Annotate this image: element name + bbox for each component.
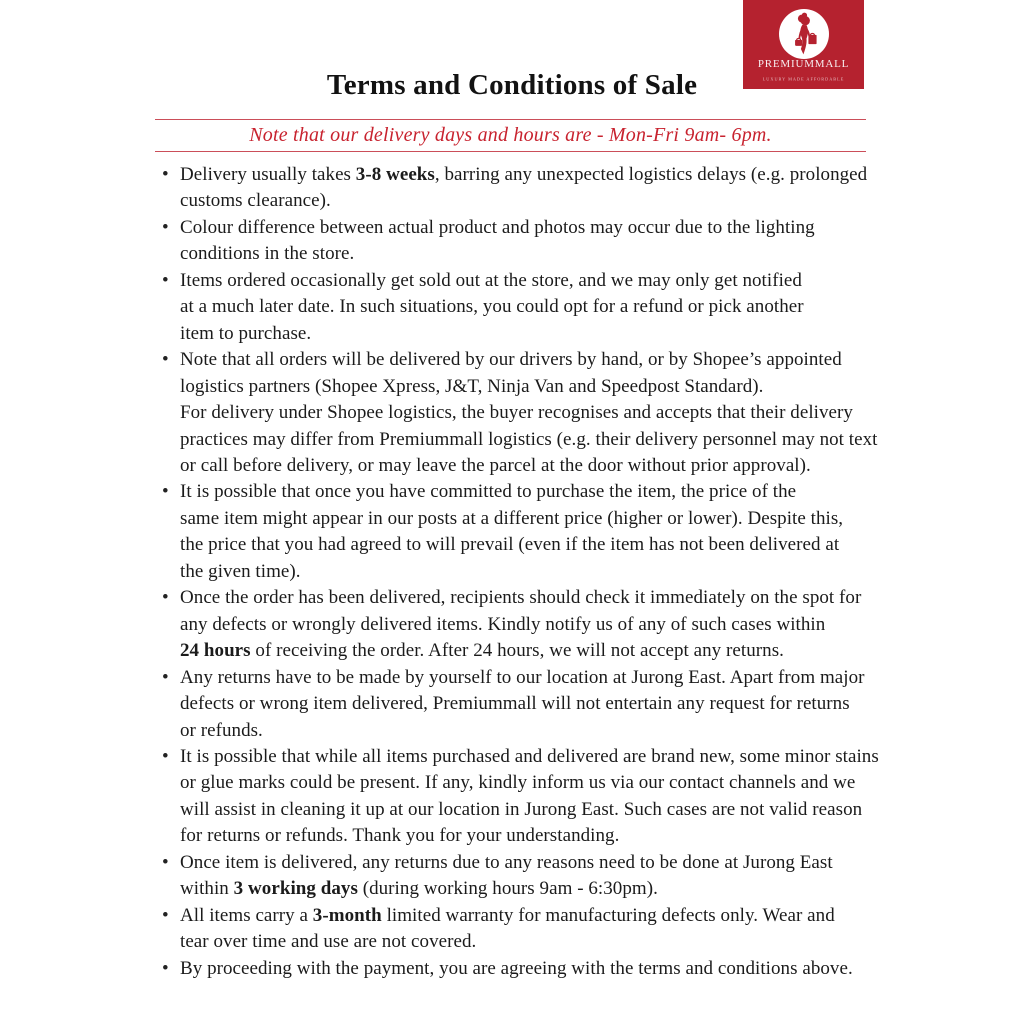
delivery-notice-text: Note that our delivery days and hours are - Mon-Fri 9am- 6pm. bbox=[249, 124, 772, 146]
term-line: Items ordered occasionally get sold out at the store, and we may only get notified bbox=[180, 269, 802, 291]
term-line: logistics partners (Shopee Xpress, J&T, Ninja Van and Speedpost Standard). bbox=[180, 375, 764, 397]
term-line: For delivery under Shopee logistics, the buyer recognises and accepts that their delivery bbox=[180, 402, 853, 424]
logo-circle bbox=[779, 9, 829, 59]
term-line: Note that all orders will be delivered by our drivers by hand, or by Shopee’s appointed bbox=[180, 349, 842, 371]
bullet-icon: • bbox=[162, 349, 169, 371]
list-item bbox=[157, 665, 877, 744]
term-line: same item might appear in our posts at a different price (higher or lower). Despite this, bbox=[180, 507, 844, 529]
bullet-icon: • bbox=[162, 164, 169, 185]
term-line: item to purchase. bbox=[180, 322, 312, 344]
bullet-text bbox=[180, 479, 877, 585]
term-line: Once the order has been delivered, recipients should check it immediately on the spot for bbox=[180, 587, 862, 609]
term-line: By proceeding with the payment, you are agreeing with the terms and conditions above. bbox=[180, 957, 853, 979]
term-line: customs clearance). bbox=[180, 190, 331, 212]
list-item bbox=[157, 479, 877, 585]
delivery-notice-band bbox=[155, 119, 866, 152]
term-line: the price that you had agreed to will prevail (even if the item has not been delivered at bbox=[180, 534, 840, 556]
page-title: Terms and Conditions of Sale bbox=[326, 69, 698, 101]
list-item bbox=[157, 744, 877, 850]
term-line: It is possible that once you have committed to purchase the item, the price of the bbox=[180, 481, 797, 503]
bullet-icon: • bbox=[162, 904, 169, 926]
term-line: within 3 working days (during working hours 9am - 6:30pm). bbox=[180, 878, 658, 900]
bullet-icon: • bbox=[162, 851, 169, 873]
bullet-icon: • bbox=[162, 745, 169, 767]
term-line: will assist in cleaning it up at our location in Jurong East. Such cases are not valid reason bbox=[180, 798, 863, 820]
bullet-icon: • bbox=[162, 216, 169, 238]
bullet-text bbox=[180, 850, 877, 903]
term-line: defects or wrong item delivered, Premiummall will not entertain any request for returns bbox=[180, 693, 850, 715]
list-item bbox=[157, 162, 877, 215]
bullet-icon: • bbox=[162, 957, 169, 979]
bullet-text bbox=[180, 903, 877, 956]
bullet-text bbox=[180, 268, 877, 347]
term-line: at a much later date. In such situations, you could opt for a refund or pick another bbox=[180, 296, 804, 318]
bullet-icon: • bbox=[162, 666, 169, 688]
bullet-text bbox=[180, 162, 877, 215]
brand-logo bbox=[743, 0, 864, 89]
term-line: or call before delivery, or may leave the parcel at the door without prior approval). bbox=[180, 454, 811, 476]
list-item bbox=[157, 347, 877, 479]
list-item bbox=[157, 268, 877, 347]
list-item bbox=[157, 215, 877, 268]
bullet-text bbox=[180, 347, 878, 479]
term-line: Any returns have to be made by yourself to our location at Jurong East. Apart from major bbox=[180, 666, 865, 688]
bullet-icon: • bbox=[162, 587, 169, 609]
list-item bbox=[157, 903, 877, 956]
term-line: Once item is delivered, any returns due to any reasons need to be done at Jurong East bbox=[180, 851, 833, 873]
logo-brand-name: PREMIUMMALL bbox=[757, 58, 850, 70]
bullet-text bbox=[180, 665, 877, 744]
bullet-text bbox=[180, 956, 877, 982]
list-item bbox=[157, 850, 877, 903]
term-line: any defects or wrongly delivered items. Kindly notify us of any of such cases within bbox=[180, 613, 826, 635]
list-item bbox=[157, 585, 877, 664]
term-line: All items carry a 3-month limited warranty for manufacturing defects only. Wear and bbox=[180, 904, 835, 926]
term-line: or refunds. bbox=[180, 719, 263, 741]
bullet-text bbox=[180, 585, 877, 664]
term-line: Delivery usually takes 3-8 weeks, barring any unexpected logistics delays (e.g. prolonged bbox=[180, 164, 868, 185]
term-line: or glue marks could be present. If any, kindly inform us via our contact channels and we bbox=[180, 772, 856, 794]
bullet-text bbox=[180, 215, 877, 268]
term-line: Colour difference between actual product and photos may occur due to the lighting bbox=[180, 216, 815, 238]
woman-with-shopping-bags-icon bbox=[779, 9, 829, 59]
logo-tagline: LUXURY MADE AFFORDABLE bbox=[762, 76, 845, 82]
term-line: for returns or refunds. Thank you for your understanding. bbox=[180, 825, 620, 847]
list-item bbox=[157, 956, 877, 982]
logo-tagline-wrap bbox=[743, 74, 864, 83]
term-line: 24 hours of receiving the order. After 24 hours, we will not accept any returns. bbox=[180, 640, 784, 662]
term-line: practices may differ from Premiummall logistics (e.g. their delivery personnel may not text bbox=[180, 428, 878, 450]
bullet-icon: • bbox=[162, 269, 169, 291]
bullet-text bbox=[180, 744, 879, 850]
bullet-icon: • bbox=[162, 481, 169, 503]
terms-list bbox=[157, 162, 877, 982]
term-line: the given time). bbox=[180, 560, 301, 582]
term-line: conditions in the store. bbox=[180, 243, 355, 265]
term-line: tear over time and use are not covered. bbox=[180, 931, 477, 953]
term-line: It is possible that while all items purchased and delivered are brand new, some minor stains bbox=[180, 745, 879, 767]
